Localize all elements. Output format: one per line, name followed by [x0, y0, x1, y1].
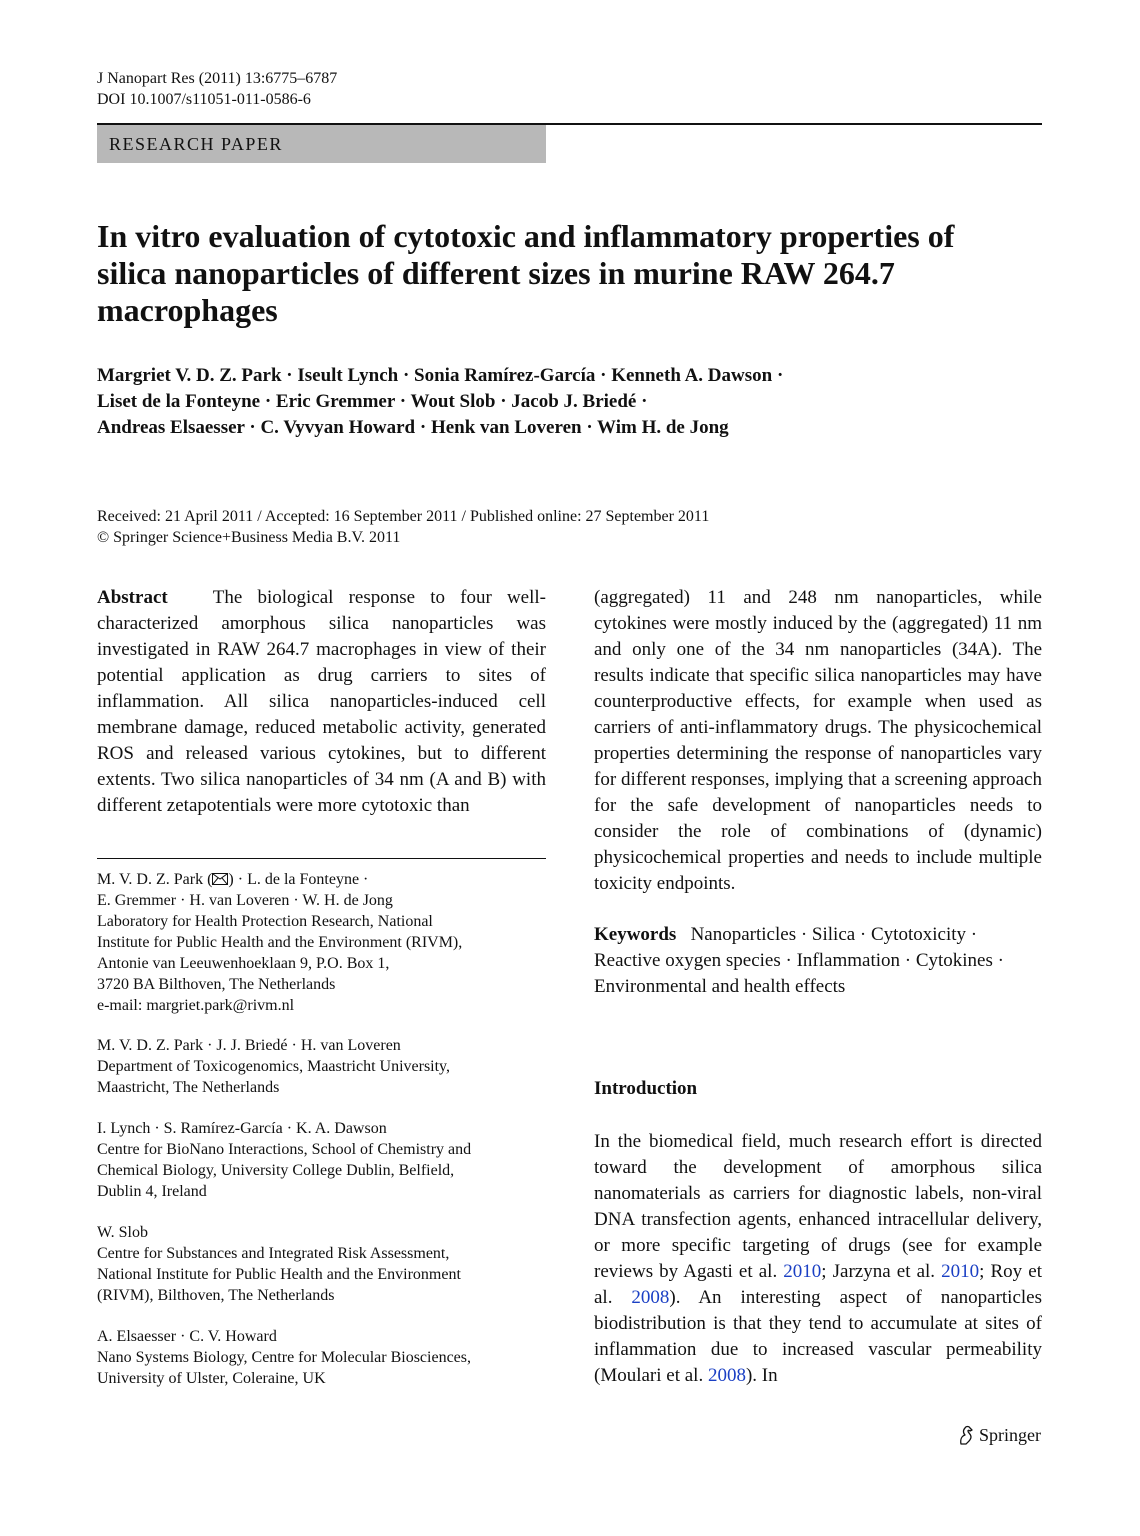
affiliation-block [97, 1222, 546, 1306]
keywords-heading: Keywords [594, 924, 677, 945]
journal-doi: DOI 10.1007/s11051-011-0586-6 [97, 91, 311, 108]
abstract-left [97, 585, 546, 819]
intro-text: ). In [745, 1365, 778, 1386]
affiliation-line: National Institute for Public Health and the Environment [97, 1266, 461, 1283]
affiliation-line: University of Ulster, Coleraine, UK [97, 1370, 326, 1387]
author-line: Margriet V. D. Z. Park · Iseult Lynch · Sonia Ramírez-García · Kenneth A. Dawson · [97, 365, 784, 386]
citation-link[interactable]: 2010 [941, 1261, 980, 1282]
envelope-icon [212, 873, 228, 885]
affiliation-line: M. V. D. Z. Park · J. J. Briedé · H. van Loveren [97, 1037, 401, 1054]
affiliation-line: Antonie van Leeuwenhoeklaan 9, P.O. Box 1, [97, 955, 390, 972]
intro-text: ). An interesting aspect of nanoparticles biodistribution is that they tend to accumulate at sites of inflammation due to increased vascular permeability (Moulari et al. [594, 1287, 1043, 1386]
keywords-text: Nanoparticles · Silica · Cytotoxicity · Reactive oxygen species · Inflammation · Cytokines · Environmental and health effects [594, 924, 1004, 997]
affiliation-block [97, 1326, 546, 1389]
abstract-heading: Abstract [97, 587, 168, 608]
publisher-name: Springer [979, 1425, 1041, 1445]
author-list [97, 363, 1037, 441]
author-line: Andreas Elsaesser · C. Vyvyan Howard · Henk van Loveren · Wim H. de Jong [97, 417, 729, 438]
introduction-text [594, 1129, 1042, 1389]
intro-text: ; Jarzyna et al. [821, 1261, 942, 1282]
affiliation-line: E. Gremmer · H. van Loveren · W. H. de Jong [97, 892, 393, 909]
citation-link[interactable]: 2008 [631, 1287, 670, 1308]
affiliation-block [97, 1118, 546, 1202]
affiliation-line: Dublin 4, Ireland [97, 1183, 207, 1200]
affiliation-line: Department of Toxicogenomics, Maastricht University, [97, 1058, 451, 1075]
paper-title: In vitro evaluation of cytotoxic and inflammatory properties of silica nanoparticles of different sizes in murine RAW 264.7 macrophages [97, 218, 955, 328]
affiliation-line: Nano Systems Biology, Centre for Molecular Biosciences, [97, 1349, 471, 1366]
abstract-text-left: The biological response to four well-characterized amorphous silica nanoparticles was investigated in RAW 264.7 macrophages in view of their potential application as drug carriers to sites of inflammation. All silica nanoparticles-induced cell membrane damage, reduced metabolic activity, generated ROS and released various cytokines, but to different extents. Two silica nanoparticles of 34 nm (A and B) with different zetapotentials were more cytotoxic than [97, 587, 546, 816]
section-label: RESEARCH PAPER [109, 134, 283, 154]
history-dates: Received: 21 April 2011 / Accepted: 16 September 2011 / Published online: 27 September 2011 [97, 508, 710, 525]
springer-horse-icon [957, 1425, 975, 1445]
affiliation-email: e-mail: margriet.park@rivm.nl [97, 997, 295, 1014]
keywords [594, 922, 1042, 1000]
abstract-right: (aggregated) 11 and 248 nm nanoparticles, while cytokines were mostly induced by the (aggregated) 11 nm and only one of the 34 nm nanoparticles (34A). The results indicate that specific silica nanoparticles may have counterproductive effects, for example when used as carriers of anti-inflammatory drugs. The physicochemical properties determining the response of nanoparticles vary for different responses, implying that a screening approach for the safe development of nanoparticles needs to consider the role of combinations of (dynamic) physicochemical properties and needs to include multiple toxicity endpoints. [594, 587, 1042, 894]
affiliation-line: W. Slob [97, 1224, 148, 1241]
affiliation-line: A. Elsaesser · C. V. Howard [97, 1328, 277, 1345]
affiliation-names: ) · L. de la Fonteyne · [228, 871, 369, 888]
affiliation-line: Centre for BioNano Interactions, School of Chemistry and [97, 1141, 472, 1158]
intro-text: In the biomedical field, much research effort is directed toward the development of amorphous silica nanomaterials as carriers for diagnostic labels, non-viral DNA transfection agents, enhanced intracellular delivery, or more specific targeting of drugs (see for example reviews by Agasti et al. [594, 1131, 1042, 1282]
affiliation-line: Centre for Substances and Integrated Risk Assessment, [97, 1245, 450, 1262]
intro-text: ; Roy et al. [594, 1261, 1042, 1308]
copyright-line: © Springer Science+Business Media B.V. 2011 [97, 529, 401, 546]
affiliation-line: 3720 BA Bilthoven, The Netherlands [97, 976, 336, 993]
publisher-mark [957, 1424, 1041, 1446]
affiliation-line: I. Lynch · S. Ramírez-García · K. A. Dawson [97, 1120, 387, 1137]
citation-link[interactable]: 2010 [783, 1261, 822, 1282]
journal-citation: J Nanopart Res (2011) 13:6775–6787 [97, 70, 338, 87]
author-line: Liset de la Fonteyne · Eric Gremmer · Wout Slob · Jacob J. Briedé · [97, 391, 648, 412]
publication-dates [97, 506, 1042, 548]
footnote-rule [97, 858, 546, 859]
introduction-heading: Introduction [594, 1078, 698, 1099]
affiliation-line: Laboratory for Health Protection Research, National [97, 913, 433, 930]
affiliation-line [97, 869, 546, 890]
affiliation-line: Chemical Biology, University College Dublin, Belfield, [97, 1162, 455, 1179]
affiliation-line: Maastricht, The Netherlands [97, 1079, 280, 1096]
journal-header [97, 68, 337, 110]
citation-link[interactable]: 2008 [707, 1365, 746, 1386]
affiliation-block [97, 869, 546, 1016]
affiliation-names: M. V. D. Z. Park ( [97, 871, 213, 888]
affiliation-line: Institute for Public Health and the Environment (RIVM), [97, 934, 463, 951]
affiliation-block [97, 1035, 546, 1098]
affiliation-line: (RIVM), Bilthoven, The Netherlands [97, 1287, 335, 1304]
